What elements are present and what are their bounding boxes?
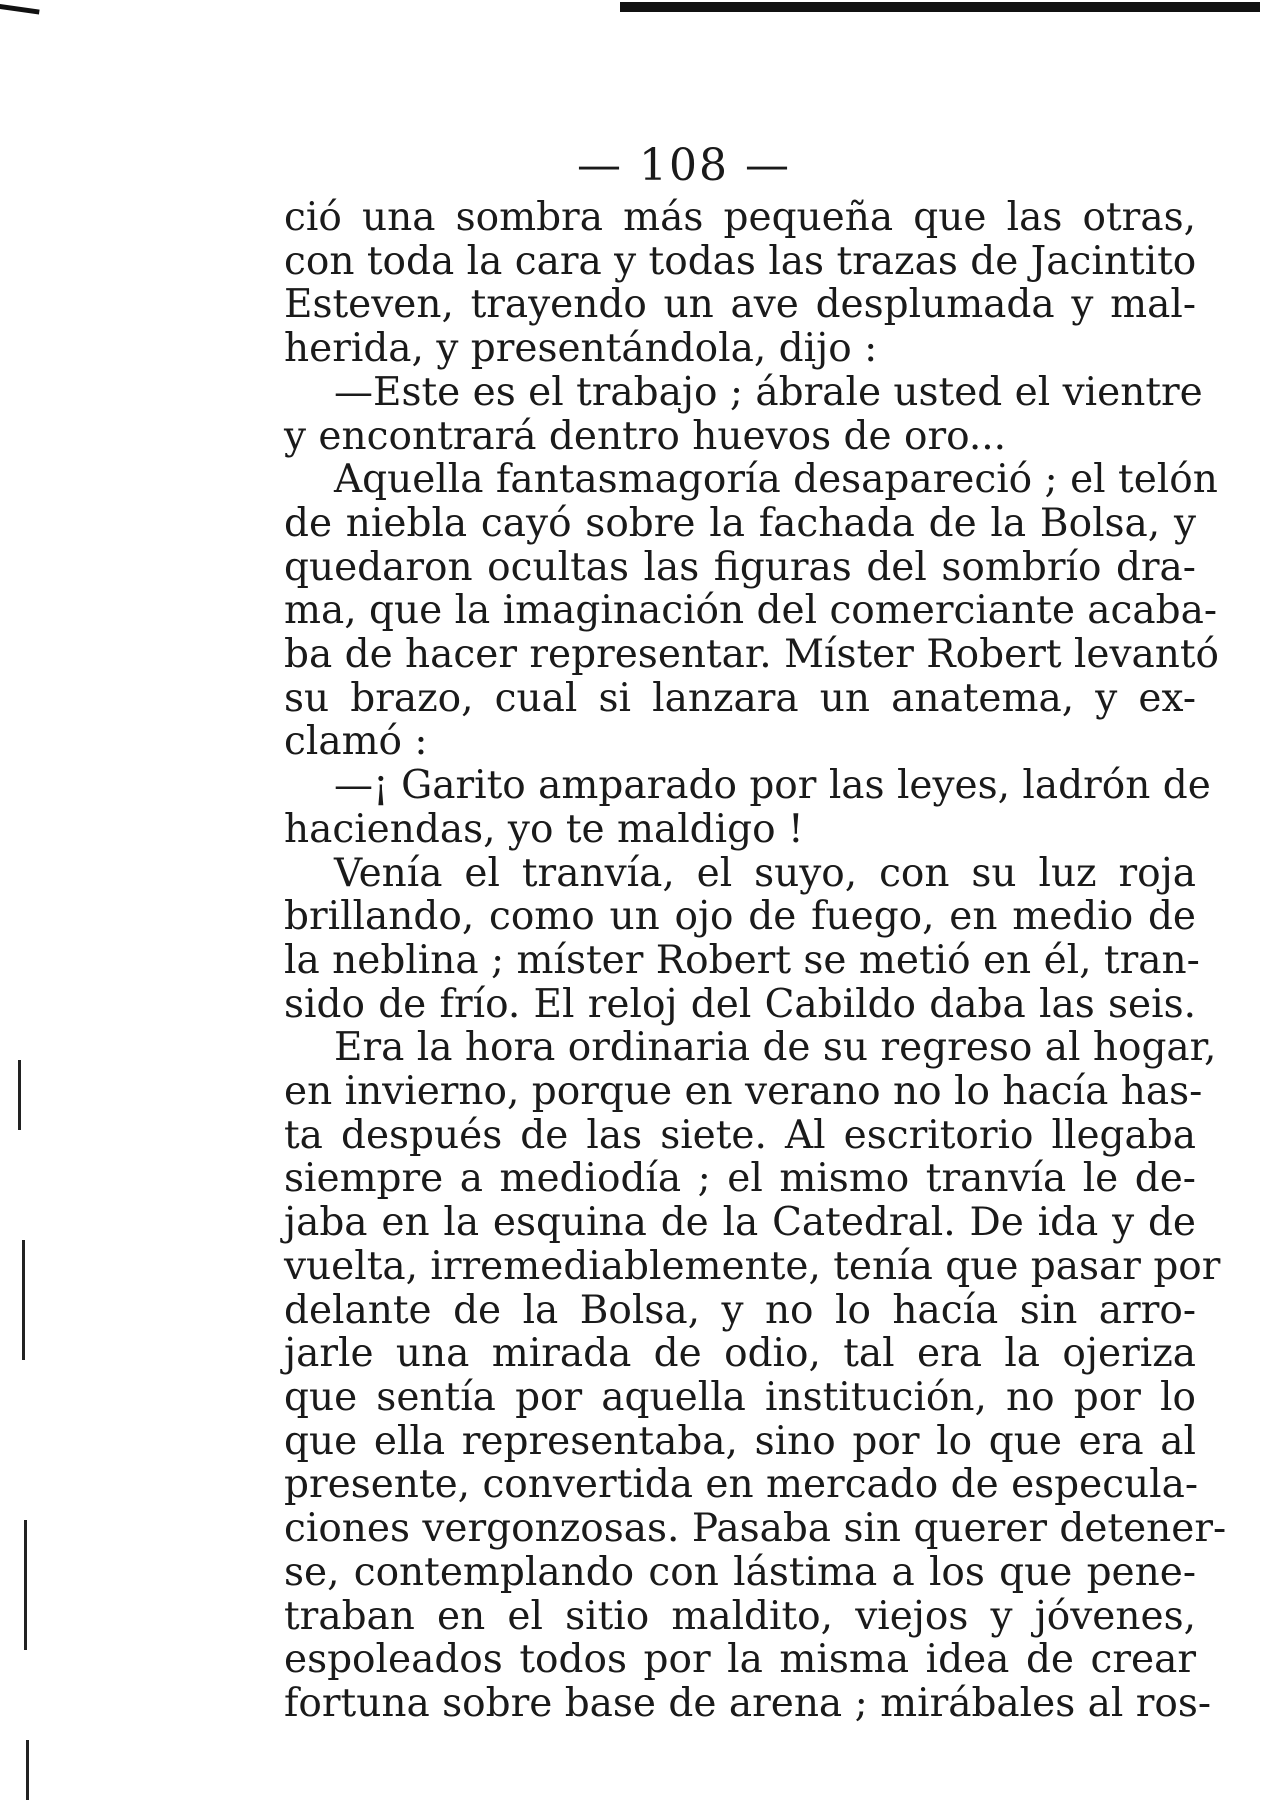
text-line: brillando, como un ojo de fuego, en medio de [284, 894, 1196, 940]
text-line: Esteven, trayendo un ave desplumada y mal- [284, 282, 1196, 328]
text-line: vuelta, irremediablemente, tenía que pasar por [284, 1243, 1221, 1289]
binding-line [26, 1740, 29, 1800]
text-line: haciendas, yo te maldigo ! [284, 806, 804, 852]
text-line: que ella representaba, sino por lo que era al [284, 1418, 1196, 1464]
page-number: — 108 — [577, 140, 791, 191]
text-line: clamó : [284, 719, 428, 765]
text-line: su brazo, cual si lanzara un anatema, y ex- [284, 675, 1196, 721]
corner-mark [0, 4, 40, 34]
text-line: traban en el sitio maldito, viejos y jóvenes, [284, 1593, 1196, 1639]
top-rule [620, 2, 1260, 12]
text-line: se, contemplando con lástima a los que pene- [284, 1549, 1196, 1595]
text-line: herida, y presentándola, dijo : [284, 326, 878, 372]
text-line: —Este es el trabajo ; ábrale usted el vientre [334, 369, 1203, 415]
text-line: —¡ Garito amparado por las leyes, ladrón de [334, 763, 1211, 809]
text-line: que sentía por aquella institución, no por lo [284, 1374, 1196, 1420]
text-line: y encontrará dentro huevos de oro... [284, 413, 1007, 459]
text-line: sido de frío. El reloj del Cabildo daba las seis. [284, 981, 1196, 1027]
binding-line [22, 1240, 25, 1360]
text-line: fortuna sobre base de arena ; mirábales al ros- [284, 1680, 1212, 1726]
text-line: ba de hacer representar. Míster Robert levantó [284, 632, 1220, 678]
text-line: jarle una mirada de odio, tal era la ojeriza [284, 1331, 1196, 1377]
text-line: ciones vergonzosas. Pasaba sin querer detener- [284, 1506, 1227, 1552]
text-line: Era la hora ordinaria de su regreso al hogar, [334, 1025, 1217, 1071]
text-line: jaba en la esquina de la Catedral. De ida y de [284, 1200, 1196, 1246]
text-line: Venía el tranvía, el suyo, con su luz roja [334, 850, 1196, 896]
text-line: Aquella fantasmagoría desapareció ; el telón [334, 457, 1218, 503]
text-line: ció una sombra más pequeña que las otras, [284, 195, 1196, 240]
text-line: siempre a mediodía ; el mismo tranvía le de- [284, 1156, 1196, 1202]
binding-line [24, 1520, 27, 1650]
text-line: con toda la cara y todas las trazas de Jacintito [284, 238, 1197, 284]
text-line: ta después de las siete. Al escritorio llegaba [284, 1112, 1196, 1158]
text-line: presente, convertida en mercado de especula- [284, 1462, 1199, 1508]
text-line: en invierno, porque en verano no lo hacía has- [284, 1069, 1203, 1115]
text-line: quedaron ocultas las figuras del sombrío dra- [284, 544, 1196, 590]
text-line: delante de la Bolsa, y no lo hacía sin arro- [284, 1287, 1196, 1333]
text-line: de niebla cayó sobre la fachada de la Bolsa, y [284, 500, 1196, 546]
body-text [284, 195, 1227, 1726]
text-line: ma, que la imaginación del comerciante acaba- [284, 588, 1218, 634]
text-line: espoleados todos por la misma idea de crear [284, 1637, 1196, 1683]
binding-line [18, 1060, 21, 1130]
text-line: la neblina ; míster Robert se metió en él, tran- [284, 937, 1200, 983]
